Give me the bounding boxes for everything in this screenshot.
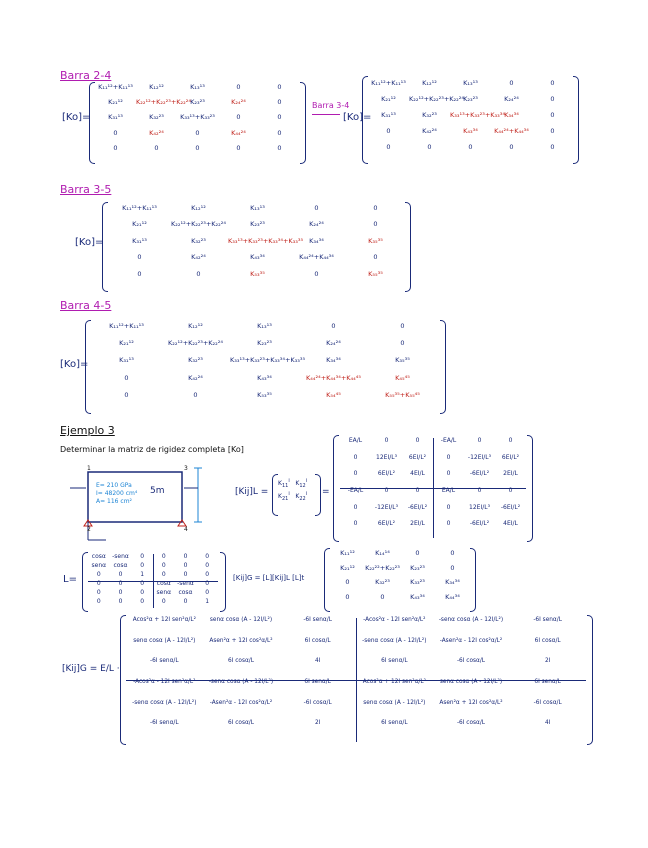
matrix-cell: 0 (508, 437, 513, 444)
matrix-cell: K₄₄²⁴ (231, 128, 246, 137)
matrix-cell: 0 (183, 598, 188, 605)
beam-properties: E= 210 GPa I= 48200 cm⁴ A= 116 cm² (96, 482, 138, 505)
section-title-barra24: Barra 2-4 (60, 69, 112, 82)
matrix-cell: 2I (544, 658, 551, 665)
bracket (470, 548, 476, 612)
matrix-cell: -6I senα/L (303, 617, 332, 623)
matrix-cell: 0 (314, 269, 319, 278)
matrix-cell: K₁₂¹² (422, 79, 437, 87)
matrix-cell: -6EI/L² (407, 503, 428, 511)
matrix-cell: 12EI/L³ (469, 503, 490, 511)
global-stiffness-matrix-6x6 (126, 618, 586, 742)
matrix-cell: K₁₂¹² (191, 204, 206, 212)
matrix-cell: 0 (373, 253, 378, 262)
matrix-cell: K₃₁¹³ (119, 356, 134, 365)
matrix-cell: K₂₄²⁴ (309, 220, 324, 229)
node-label: 2 (87, 526, 91, 533)
matrix-cell: K₄₃³⁴ (410, 592, 425, 601)
matrix-cell: K₄₄²⁴+K₄₄³⁴ (494, 127, 529, 135)
matrix-cell: 0 (415, 487, 420, 494)
matrix-cell: -Acos²α - 12I sen²α/L² (363, 617, 426, 623)
matrix-cell: cosα (156, 580, 171, 587)
matrix-cell: K₄₃³⁴ (463, 127, 478, 135)
matrix-cell: 0 (161, 553, 166, 560)
stiffness-matrix-2-4 (95, 84, 300, 160)
matrix-cell: EA/L (441, 487, 456, 494)
matrix-cell: -6I cosα/L (303, 699, 332, 706)
stiffness-matrix-3-5 (110, 205, 405, 287)
bracket (220, 552, 226, 612)
matrix-cell: 0 (236, 113, 241, 122)
matrix-cell: 6EI/L² (377, 470, 396, 478)
matrix-cell: 0 (195, 128, 200, 137)
matrix-cell: 0 (427, 143, 432, 151)
matrix-cell: 0 (380, 592, 385, 601)
matrix-cell: K₃₄³⁴ (504, 111, 519, 119)
arrow-line (312, 114, 340, 115)
matrix-cell: K₁₁¹²+K₁₁¹³ (109, 322, 144, 330)
matrix-cell: K₄₄²⁴+K₄₄³⁴+K₄₄⁴⁵ (306, 373, 361, 382)
matrix-cell: 0 (450, 549, 455, 557)
matrix-cell: -12EI/L³ (467, 453, 492, 461)
matrix-cell: K₃₁¹³ (381, 111, 396, 119)
matrix-cell: 0 (277, 128, 282, 137)
matrix-cell: 6I cosα/L (304, 637, 331, 644)
matrix-cell: -senα cosα (A - 12I/L²) (132, 699, 197, 706)
matrix-cell: 6I cosα/L (227, 720, 254, 727)
matrix-cell: K₄₂²⁴ (191, 253, 206, 262)
matrix-cell: 0 (140, 553, 145, 560)
matrix-cell: K₁₃¹³ (190, 83, 205, 91)
matrix-cell: 0 (550, 143, 555, 151)
matrix-cell: 0 (118, 580, 123, 587)
matrix-cell: 4EI/L (410, 470, 425, 478)
matrix-cell: K₂₂¹²+K₂₂²³+K₂₂²⁴ (168, 339, 223, 348)
matrix-cell: K₃₄³⁴ (309, 236, 324, 245)
k-local-blocks: $K_{11}^i$ $K_{12}^i$ $K_{21}^i$ $K_{22}^i$ (278, 478, 308, 502)
matrix-cell: K₁₃¹³ (250, 204, 265, 212)
matrix-cell: 0 (277, 83, 282, 91)
matrix-cell: K₃₁¹³ (132, 236, 147, 245)
matrix-cell: K₂₃²³ (250, 220, 265, 229)
matrix-cell: cosα (91, 553, 106, 560)
matrix-cell: K₂₃²³ (190, 98, 205, 107)
matrix-cell: 0 (277, 143, 282, 152)
matrix-cell: -6EI/L² (469, 520, 490, 528)
matrix-cell: Acos²α + 12I sen²α/L² (362, 679, 426, 685)
matrix-cell: K₁₁¹²+K₁₁¹³ (98, 83, 133, 91)
matrix-cell: -senα cosα (A - 12I/L²) (438, 617, 504, 623)
matrix-cell: -senα (177, 580, 194, 587)
kij-global-formula: [Kij]G = [L][Kij]L [L]t (233, 574, 305, 582)
matrix-cell: 0 (96, 589, 101, 596)
matrix-cell: K₂₂²²+K₂₂²³ (365, 563, 400, 572)
matrix-cell: -6I senα/L (150, 658, 179, 665)
matrix-cell: 6I senα/L (534, 679, 561, 685)
matrix-cell: -Acos²α - 12I sen²α/L² (133, 679, 196, 685)
matrix-cell: 4EI/L (503, 520, 518, 528)
matrix-cell: K₁₁¹² (340, 549, 355, 557)
matrix-cell: K₂₃²³ (410, 563, 425, 572)
matrix-cell: 0 (345, 592, 350, 601)
bracket (587, 615, 593, 745)
matrix-cell: 12EI/L³ (376, 453, 397, 461)
matrix-cell: 6EI/L² (377, 520, 396, 528)
stiffness-matrix-4-5 (92, 323, 437, 409)
equals-sign: = (322, 487, 330, 497)
matrix-cell: K₂₁¹² (132, 220, 147, 229)
matrix-cell: -6EI/L² (469, 470, 490, 478)
matrix-cell: 0 (353, 453, 358, 461)
matrix-cell: K₃₃¹³+K₃₃²³ (180, 113, 215, 122)
matrix-cell: -senα (112, 553, 129, 560)
local-stiffness-matrix (340, 438, 526, 538)
matrix-cell: 0 (446, 520, 451, 528)
matrix-cell: 0 (236, 83, 241, 91)
matrix-cell: 0 (384, 487, 389, 494)
matrix-cell: K₂₃²³ (257, 339, 272, 348)
matrix-cell: Acos²α + 12I sen²α/L² (132, 617, 196, 623)
matrix-cell: senα cosα (A - 12I/L²) (133, 637, 196, 644)
matrix-cell: K₃₅³⁵ (368, 236, 383, 245)
matrix-cell: K₂₄²⁴ (504, 95, 519, 103)
matrix-cell: 0 (183, 571, 188, 578)
matrix-cell: 2I (314, 720, 321, 727)
matrix-cell: 0 (113, 143, 118, 152)
matrix-cell: K₄₅⁴⁵ (395, 373, 410, 382)
bracket (85, 320, 91, 414)
matrix-cell: 0 (118, 571, 123, 578)
matrix-cell: K₅₅³⁵+K₅₅⁴⁵ (385, 390, 420, 399)
matrix-cell: 0 (550, 127, 555, 135)
matrix-cell: K₃₃²³ (410, 578, 425, 586)
matrix-cell: 0 (277, 113, 282, 122)
matrix-cell: 0 (205, 580, 210, 587)
matrix-cell: 0 (353, 520, 358, 528)
ko-label: [Ko]= (343, 112, 372, 123)
matrix-cell: 0 (161, 598, 166, 605)
matrix-cell: 0 (113, 128, 118, 137)
matrix-cell: 0 (124, 373, 129, 382)
bracket (102, 202, 108, 292)
matrix-cell: -EA/L (347, 487, 364, 494)
matrix-cell: 0 (386, 143, 391, 151)
matrix-cell: senα cosα (A - 12I/L²) (439, 679, 503, 685)
bracket (573, 76, 579, 164)
matrix-cell: 2EI/L (410, 520, 425, 528)
matrix-cell: 0 (353, 470, 358, 478)
kij-local-label: [Kij]L = (235, 487, 269, 497)
matrix-cell: 0 (96, 598, 101, 605)
node-label: 1 (87, 465, 91, 472)
matrix-cell: K₃₃¹³+K₃₃²³+K₃₃³⁴+K₃₃³⁵ (228, 236, 304, 245)
matrix-cell: K₂₁¹² (340, 563, 355, 572)
matrix-cell: K₃₁¹³ (108, 113, 123, 122)
matrix-cell: 0 (400, 322, 405, 330)
matrix-cell: K₂₁¹² (108, 98, 123, 107)
matrix-cell: 0 (140, 562, 145, 569)
matrix-cell: -6EI/L² (500, 503, 521, 511)
matrix-cell: K₂₁¹² (119, 339, 134, 348)
matrix-cell: 0 (345, 578, 350, 586)
matrix-cell: 0 (205, 553, 210, 560)
matrix-cell: K₁₄¹⁴ (375, 549, 390, 557)
matrix-cell: 0 (415, 437, 420, 444)
matrix-cell: -6I senα/L (150, 720, 179, 727)
matrix-cell: K₃₄³⁴ (445, 578, 460, 586)
matrix-cell: 0 (124, 390, 129, 399)
matrix-cell: 0 (96, 571, 101, 578)
matrix-cell: K₁₂¹² (188, 322, 203, 330)
transformation-matrix (88, 554, 218, 608)
matrix-cell: K₃₂²³ (422, 111, 437, 119)
matrix-cell: K₄₄³⁴ (445, 592, 460, 601)
matrix-cell: K₄₃³⁴ (250, 253, 265, 262)
matrix-cell: 0 (193, 390, 198, 399)
matrix-cell: 1 (205, 598, 210, 605)
matrix-cell: K₁₃¹³ (463, 79, 478, 87)
matrix-cell: 0 (477, 437, 482, 444)
matrix-cell: K₃₂²³ (191, 236, 206, 245)
matrix-cell: 0 (140, 580, 145, 587)
matrix-cell: Asen²α + 12I cos²α/L² (439, 699, 503, 706)
matrix-cell: K₃₂²³ (188, 356, 203, 365)
matrix-cell: 6I senα/L (381, 720, 408, 727)
matrix-cell: K₅₅³⁵ (368, 269, 383, 278)
matrix-cell: 0 (450, 563, 455, 572)
matrix-cell: 0 (373, 220, 378, 229)
matrix-cell: 4I (544, 720, 551, 727)
matrix-cell: 0 (161, 562, 166, 569)
matrix-cell: 4I (314, 658, 321, 665)
matrix-cell: 0 (314, 204, 319, 212)
matrix-cell: -6I cosα/L (456, 720, 486, 727)
matrix-cell: 0 (509, 143, 514, 151)
matrix-cell: -6I senα/L (533, 617, 562, 623)
bracket (440, 320, 446, 414)
node-label: 3 (184, 465, 188, 472)
matrix-cell: senα cosα (A - 12I/L²) (363, 699, 426, 706)
matrix-cell: K₃₂²³ (375, 578, 390, 586)
matrix-cell: EA/L (348, 437, 363, 444)
matrix-cell: -12EI/L³ (374, 503, 399, 511)
matrix-cell: 0 (205, 571, 210, 578)
bracket (405, 202, 411, 292)
matrix-cell: 0 (446, 470, 451, 478)
matrix-cell: 0 (137, 269, 142, 278)
node-label: 4 (184, 526, 188, 533)
matrix-cell: 0 (140, 589, 145, 596)
matrix-cell: 0 (400, 339, 405, 348)
matrix-cell: cosα (113, 562, 128, 569)
matrix-cell: 0 (205, 562, 210, 569)
matrix-cell: K₂₄²⁴ (326, 339, 341, 348)
matrix-cell: K₂₁¹² (381, 95, 396, 103)
arrow-label: Barra 3-4 (312, 101, 350, 110)
matrix-cell: 0 (550, 111, 555, 119)
matrix-cell: K₂₄²⁴ (231, 98, 246, 107)
matrix-cell: 0 (446, 453, 451, 461)
matrix-cell: K₁₁¹²+K₁₁¹³ (122, 204, 157, 212)
matrix-cell: 0 (140, 598, 145, 605)
matrix-cell: 0 (183, 553, 188, 560)
kij-global-label: [Kij]G = E/L · (62, 664, 120, 674)
matrix-cell: senα (91, 562, 107, 569)
matrix-cell: 0 (353, 503, 358, 511)
matrix-cell: 0 (509, 79, 514, 87)
matrix-cell: senα (156, 589, 172, 596)
matrix-cell: K₄₂²⁴ (422, 127, 437, 135)
matrix-cell: 0 (415, 549, 420, 557)
matrix-cell: K₄₃³⁴ (257, 373, 272, 382)
matrix-cell: 2EI/L (503, 470, 518, 478)
section-title-barra35: Barra 3-5 (60, 183, 112, 196)
matrix-cell: 0 (373, 204, 378, 212)
matrix-cell: 0 (236, 143, 241, 152)
matrix-cell: senα cosα (A - 12I/L²) (209, 617, 273, 623)
matrix-cell: 6I cosα/L (227, 658, 254, 665)
matrix-cell: 6I senα/L (381, 658, 408, 665)
matrix-cell: 0 (118, 598, 123, 605)
matrix-cell: K₄₂²⁴ (149, 128, 164, 137)
matrix-cell: 0 (195, 143, 200, 152)
matrix-cell: K₅₃³⁵ (250, 269, 265, 278)
matrix-cell: 0 (550, 95, 555, 103)
matrix-cell: 0 (137, 253, 142, 262)
bracket (333, 435, 339, 542)
matrix-cell: 0 (277, 98, 282, 107)
bracket (300, 82, 306, 164)
matrix-cell: 0 (508, 487, 513, 494)
matrix-cell: K₅₃³⁵ (257, 390, 272, 399)
matrix-cell: 1 (140, 571, 145, 578)
bracket (527, 435, 533, 542)
matrix-cell: 0 (468, 143, 473, 151)
matrix-cell: -senα cosα (A - 12I/L²) (208, 679, 274, 685)
matrix-cell: -Asen²α - 12I cos²α/L² (439, 637, 503, 644)
matrix-cell: 0 (161, 571, 166, 578)
matrix-cell: 0 (154, 143, 159, 152)
matrix-cell: K₅₄⁴⁵ (326, 390, 341, 399)
matrix-cell: 0 (196, 269, 201, 278)
matrix-cell: K₁₁¹²+K₁₁¹³ (371, 79, 406, 87)
matrix-cell: K₁₃¹³ (257, 322, 272, 330)
matrix-cell: K₃₄³⁴ (326, 356, 341, 365)
L-label: L= (63, 574, 77, 585)
matrix-cell: -EA/L (440, 437, 457, 444)
matrix-cell: cosα (178, 589, 193, 596)
matrix-cell: 0 (550, 79, 555, 87)
matrix-cell: K₄₄²⁴+K₄₄³⁴ (299, 253, 334, 262)
matrix-cell: 0 (384, 437, 389, 444)
matrix-cell: K₂₃²³ (463, 95, 478, 103)
frame-diagram (58, 460, 228, 550)
matrix-cell: 0 (118, 589, 123, 596)
ko-label: [Ko]= (75, 237, 104, 248)
ko-label: [Ko]= (62, 112, 91, 123)
matrix-cell: K₃₃¹³+K₃₃²³+K₃₃³⁴ (450, 111, 505, 119)
matrix-cell: 6I senα/L (304, 679, 331, 685)
matrix-cell: K₂₂¹²+K₂₂²³+K₂₂²⁴ (136, 98, 191, 107)
ko-label: [Ko]= (60, 359, 89, 370)
example-title: Ejemplo 3 (60, 424, 115, 437)
height-label: 5m (150, 486, 165, 496)
instruction-text: Determinar la matriz de rigidez completa [Ko] (60, 445, 244, 454)
matrix-cell: 0 (183, 562, 188, 569)
matrix-cell: K₃₅³⁵ (395, 356, 410, 365)
matrix-cell: -Asen²α - 12I cos²α/L² (209, 699, 273, 706)
global-stiffness-4x4 (330, 550, 470, 608)
matrix-cell: 6EI/L² (408, 453, 427, 461)
matrix-cell: -6I cosα/L (456, 658, 486, 665)
matrix-cell: Asen²α + 12I cos²α/L² (209, 637, 273, 644)
matrix-cell: 0 (331, 322, 336, 330)
matrix-cell: 0 (386, 127, 391, 135)
matrix-cell: K₃₂²³ (149, 113, 164, 122)
matrix-cell: 0 (446, 503, 451, 511)
matrix-cell: K₄₂²⁴ (188, 373, 203, 382)
matrix-cell: -senα cosα (A - 12I/L²) (362, 637, 427, 644)
section-title-barra45: Barra 4-5 (60, 299, 112, 312)
matrix-cell: 6I cosα/L (534, 637, 561, 644)
stiffness-matrix-2-4-assembled (368, 80, 573, 160)
matrix-cell: -6I cosα/L (533, 699, 562, 706)
matrix-cell: 0 (205, 589, 210, 596)
matrix-cell: K₂₂¹²+K₂₂²³+K₂₂²⁴ (171, 220, 226, 229)
matrix-cell: K₁₂¹² (149, 83, 164, 91)
matrix-cell: 6EI/L² (501, 453, 520, 461)
matrix-cell: K₂₂¹²+K₂₂²³+K₂₂²⁴ (409, 95, 464, 103)
matrix-cell: K₃₃¹³+K₃₃²³+K₃₃³⁴+K₃₃³⁵ (230, 356, 306, 365)
matrix-cell: 0 (477, 487, 482, 494)
matrix-cell: 0 (96, 580, 101, 587)
bracket (315, 474, 321, 516)
